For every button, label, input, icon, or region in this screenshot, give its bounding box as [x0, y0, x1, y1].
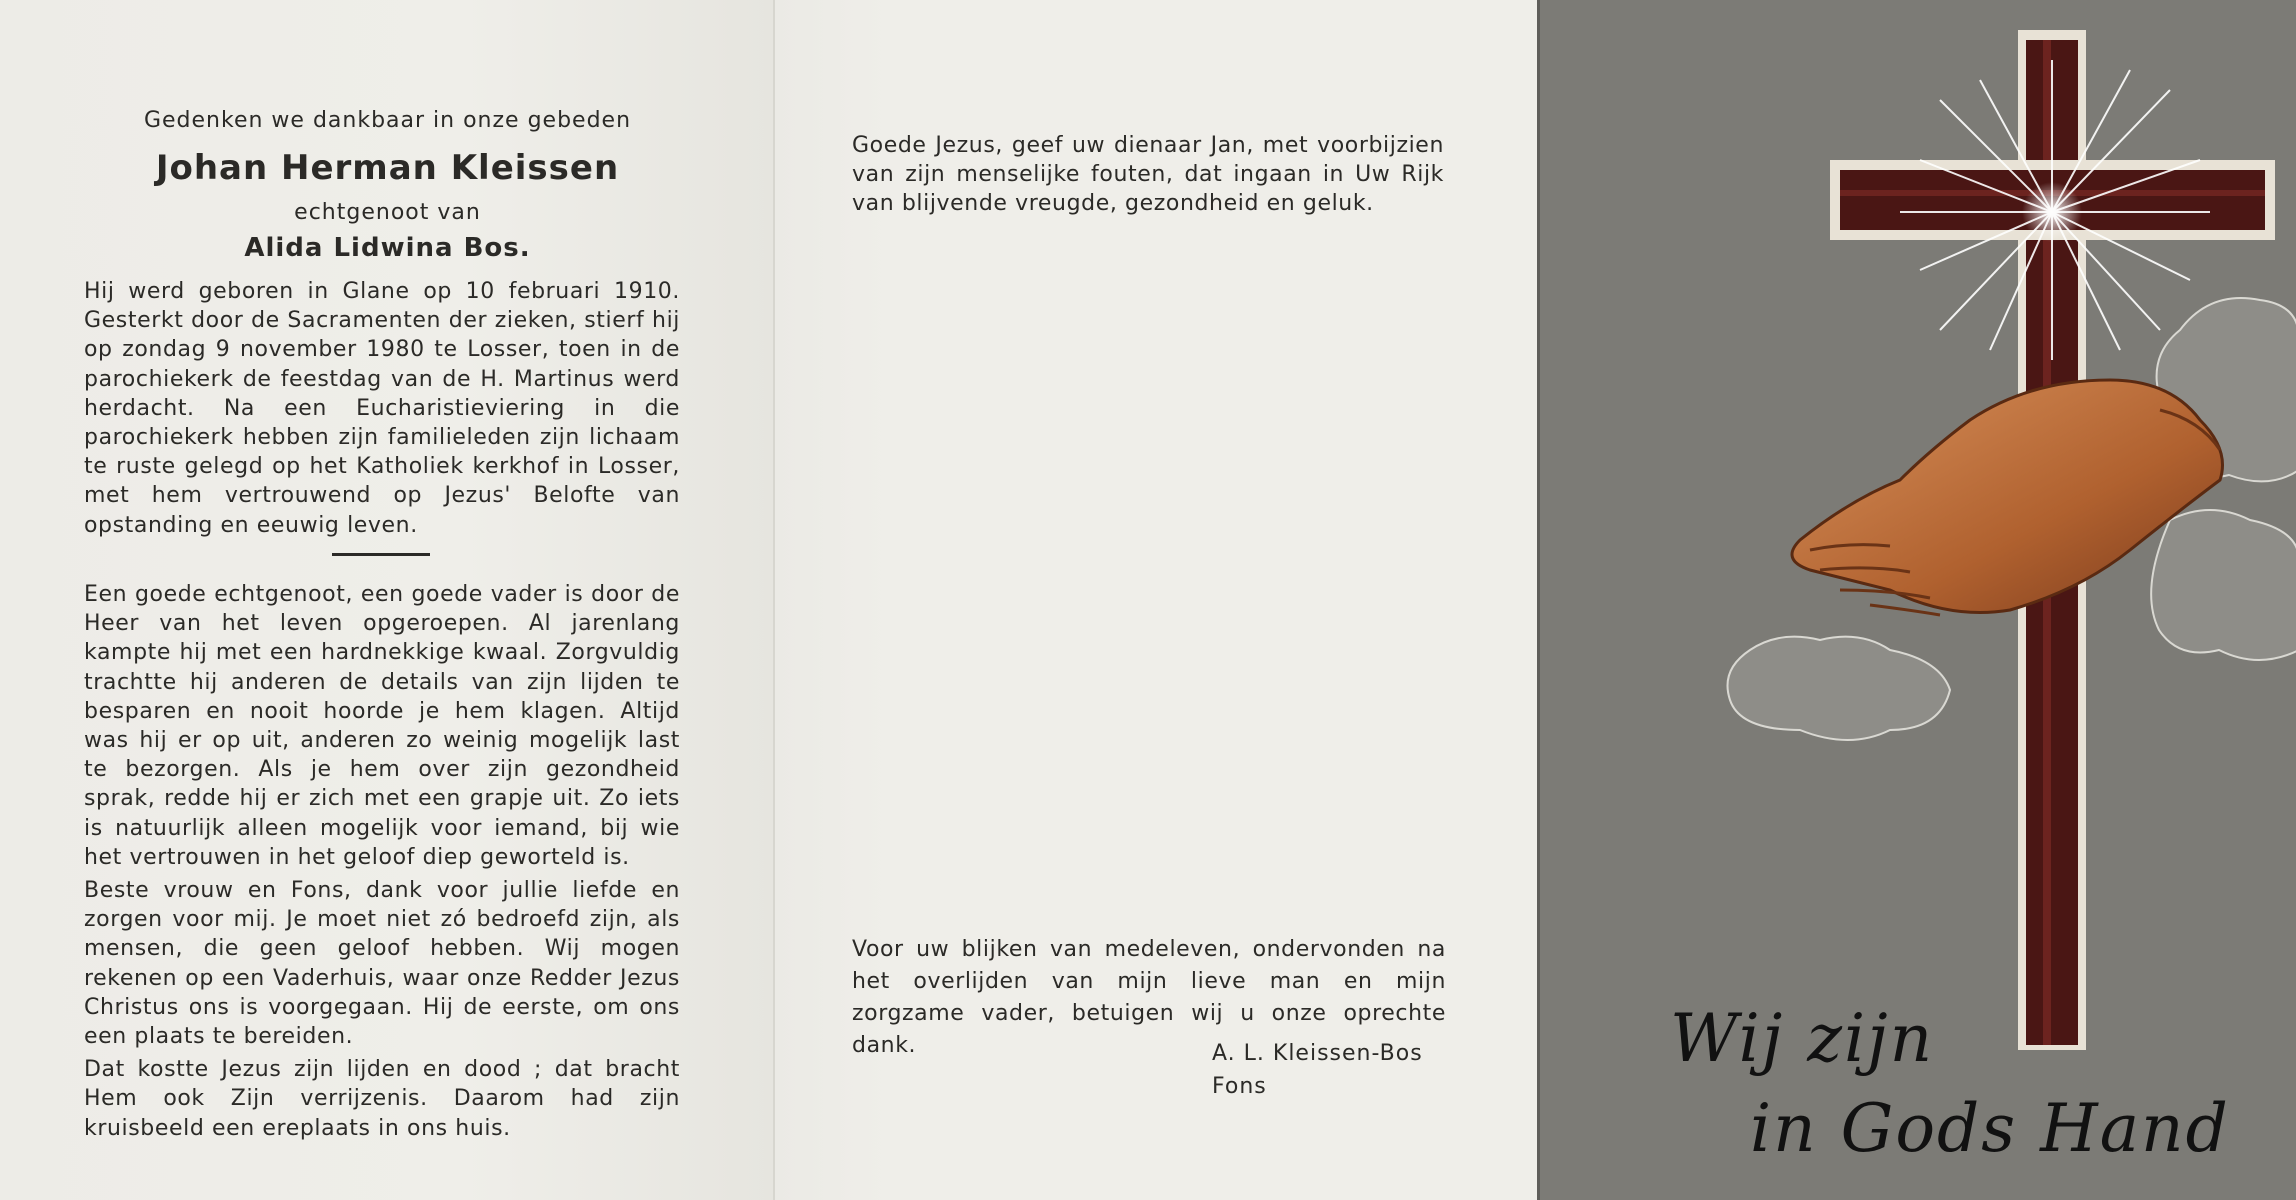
relation-line: echtgenoot van — [294, 200, 481, 225]
tribute-text — [84, 580, 680, 1147]
motto-line: Wij zijn — [1670, 1000, 1935, 1077]
thanks-paragraph: Voor uw blijken van medeleven, ondervonden na het overlijden van mijn lieve man en mijn zorgzame vader, betuigen wij u onze oprechte dank. — [852, 937, 1446, 1058]
motto-line: in Gods Hand — [1750, 1090, 2230, 1167]
star-glow — [2022, 182, 2082, 242]
card-left-panel — [0, 0, 775, 1200]
signature-line: Fons — [1212, 1074, 1267, 1099]
signature-line: A. L. Kleissen-Bos — [1212, 1041, 1423, 1066]
card-cover-panel — [1537, 0, 2296, 1200]
section-divider — [332, 553, 430, 556]
intro-line: Gedenken we dankbaar in onze gebeden — [143, 108, 632, 133]
tribute-paragraph: Een goede echtgenoot, een goede vader is door de Heer van het leven opgeroepen. Al jarenlang kampte hij met een hardnekkige kwaal. Zorgvuldig trachtte hij anderen de details van zijn lijden te besparen en nooit hoorde je hem klagen. Altijd was hij er op uit, anderen zo weinig mogelijk last te bezorgen. Als je hem over zijn gezondheid sprak, redde hij er zich met een grapje uit. Zo iets is natuurlijk alleen mogelijk voor iemand, bij wie het vertrouwen in het geloof diep geworteld is. — [84, 582, 680, 870]
tribute-paragraph: Beste vrouw en Fons, dank voor jullie liefde en zorgen voor mij. Je moet niet zó bedroefd zijn, als mensen, die geen geloof hebben. Wij mogen rekenen op een Vaderhuis, waar onze Redder Jezus Christus ons is voorgegaan. Hij de eerste, om ons een plaats te bereiden. — [84, 878, 680, 1050]
tribute-paragraph: Dat kostte Jezus zijn lijden en dood ; dat bracht Hem ook Zijn verrijzenis. Daarom had zijn kruisbeeld een ereplaats in ons huis. — [84, 1057, 680, 1141]
spouse-name: Alida Lidwina Bos. — [244, 233, 531, 263]
prayer-paragraph: Goede Jezus, geef uw dienaar Jan, met voorbijzien van zijn menselijke fouten, dat ingaan in Uw Rijk van blijvende vreugde, gezondheid en geluk. — [852, 133, 1444, 217]
biography-paragraph: Hij werd geboren in Glane op 10 februari 1910. Gesterkt door de Sacramenten der zieken, stierf hij op zondag 9 november 1980 te Losser, toen in de parochiekerk de feestdag van de H. Martinus werd herdacht. Na een Eucharistieviering in die parochiekerk hebben zijn familieleden zijn lichaam te ruste gelegd op het Katholiek kerkhof in Losser, met hem vertrouwend op Jezus' Belofte van opstanding en eeuwig leven. — [84, 279, 680, 538]
card-middle-panel — [775, 0, 1537, 1200]
deceased-name: Johan Herman Kleissen — [155, 148, 620, 188]
